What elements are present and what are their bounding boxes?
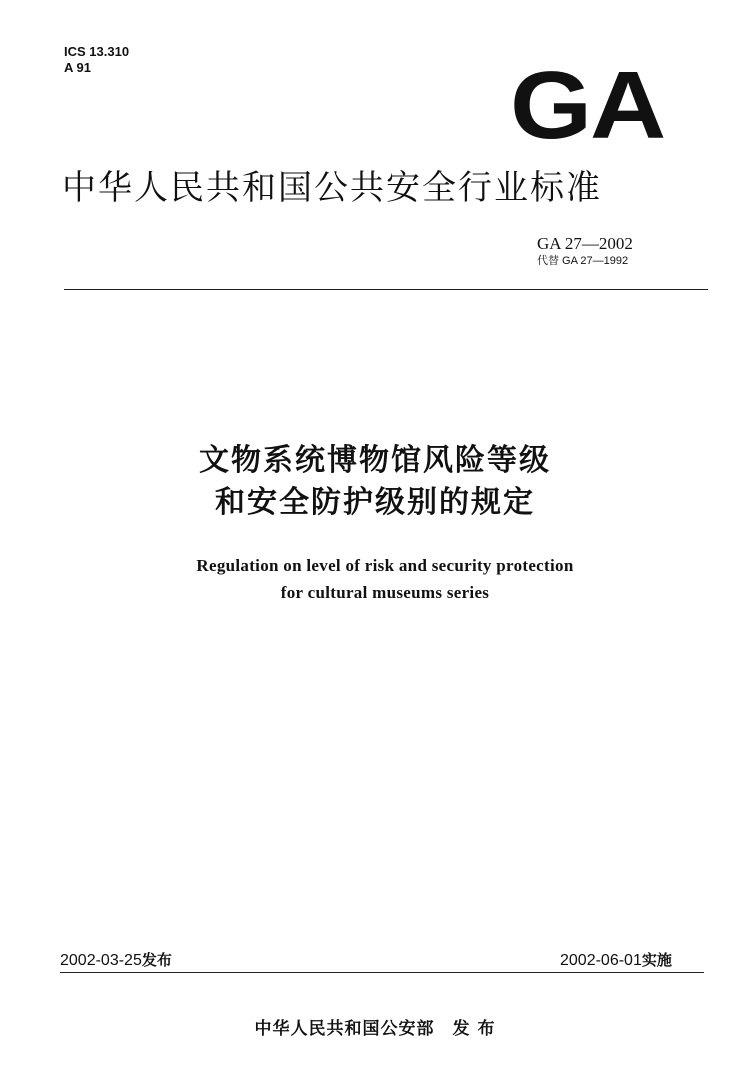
ga-logo: GA (510, 52, 664, 159)
english-title (0, 552, 750, 606)
issue-date: 2002-03-25 (60, 952, 142, 969)
classification-codes (64, 44, 129, 76)
english-title-line-2: for cultural museums series (280, 583, 490, 602)
issue-label: 发布 (141, 951, 172, 969)
standard-category-title: 中华人民共和国公共安全行业标准 (62, 168, 602, 208)
top-divider (64, 289, 708, 290)
implement-label: 实施 (641, 951, 672, 969)
standard-code: GA 27—2002 (537, 234, 633, 253)
title-line-1: 文物系统博物馆风险等级 (199, 443, 551, 478)
document-title (0, 440, 750, 524)
issue-date-block (60, 949, 172, 970)
english-title-line-1: Regulation on level of risk and security protection (196, 556, 574, 575)
publish-label: 发 布 (452, 1019, 496, 1039)
ccs-code: A 91 (64, 60, 91, 75)
publisher-line (0, 1014, 750, 1039)
publisher-name: 中华人民共和国公安部 (254, 1019, 435, 1039)
implement-date-block (560, 949, 672, 970)
title-line-2: 和安全防护级别的规定 (215, 485, 535, 520)
bottom-divider (60, 972, 704, 973)
replaces-note: 代替 GA 27—1992 (537, 255, 629, 267)
ics-code: ICS 13.310 (64, 44, 130, 59)
implement-date: 2002-06-01 (560, 952, 642, 969)
